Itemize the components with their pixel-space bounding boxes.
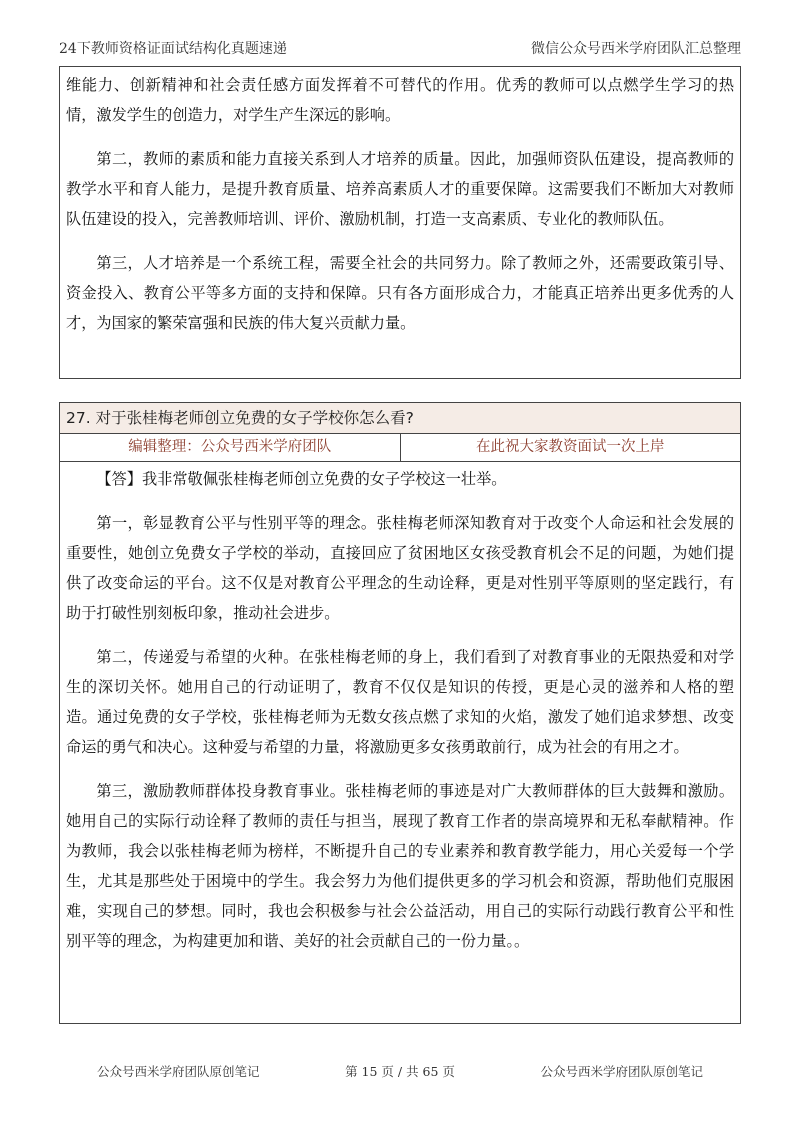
previous-answer-continuation — [59, 66, 741, 379]
answer-point-2: 第二，传递爱与希望的火种。在张桂梅老师的身上，我们看到了对教育事业的无限热爱和对学生的深切关怀。她用自己的行动证明了，教育不仅仅是知识的传授，更是心灵的滋养和人格的塑造。通过免费的女子学校，张桂梅老师为无数女孩点燃了求知的火焰，激发了她们追求梦想、改变命运的勇气和决心。这种爱与希望的力量，将激励更多女孩勇敢前行，成为社会的有用之才。 — [66, 648, 734, 756]
continuation-paragraph: 维能力、创新精神和社会责任感方面发挥着不可替代的作用。优秀的教师可以点燃学生学习的热情，激发学生的创造力，对学生产生深远的影响。 — [66, 76, 734, 124]
editor-credit: 编辑整理：公众号西米学府团队 — [60, 434, 401, 461]
header-left-title: 24下教师资格证面试结构化真题速递 — [59, 41, 287, 57]
answer-point-3: 第三，激励教师群体投身教育事业。张桂梅老师的事迹是对广大教师群体的巨大鼓舞和激励。她用自己的实际行动诠释了教师的责任与担当，展现了教育工作者的崇高境界和无私奉献精神。作为教师，我会以张桂梅老师为榜样，不断提升自己的专业素养和教育教学能力，用心关爱每一个学生，尤其是那些处于困境中的学生。我会努力为他们提供更多的学习机会和资源，帮助他们克服困难，实现自己的梦想。同时，我也会积极参与社会公益活动，用自己的实际行动践行教育公平和性别平等的理念，为构建更加和谐、美好的社会贡献自己的一份力量。。 — [66, 782, 734, 950]
page-footer — [59, 1062, 741, 1086]
question-title: 27. 对于张桂梅老师创立免费的女子学校你怎么看? — [60, 403, 740, 434]
wish-message: 在此祝大家教资面试一次上岸 — [476, 439, 665, 455]
question-subheader — [60, 434, 740, 462]
answer-intro: 【答】我非常敬佩张桂梅老师创立免费的女子学校这一壮举。 — [96, 470, 507, 488]
page-number: 第 15 页 / 共 65 页 — [345, 1064, 455, 1079]
footer-right-note: 公众号西米学府团队原创笔记 — [540, 1064, 703, 1079]
answer-point-2: 第二，教师的素质和能力直接关系到人才培养的质量。因此，加强师资队伍建设，提高教师的教学水平和育人能力，是提升教育质量、培养高素质人才的重要保障。这需要我们不断加大对教师队伍建设的投入，完善教师培训、评价、激励机制，打造一支高素质、专业化的教师队伍。 — [66, 150, 734, 228]
header-right-source: 微信公众号西米学府团队汇总整理 — [531, 41, 741, 57]
page-header — [59, 30, 741, 67]
answer-point-3: 第三，人才培养是一个系统工程，需要全社会的共同努力。除了教师之外，还需要政策引导、资金投入、教育公平等多方面的支持和保障。只有各方面形成合力，才能真正培养出更多优秀的人才，为国家的繁荣富强和民族的伟大复兴贡献力量。 — [66, 254, 734, 332]
question-27-box — [59, 402, 741, 1024]
footer-left-note: 公众号西米学府团队原创笔记 — [97, 1064, 260, 1079]
answer-body — [60, 462, 740, 956]
answer-point-1: 第一，彰显教育公平与性别平等的理念。张桂梅老师深知教育对于改变个人命运和社会发展的重要性，她创立免费女子学校的举动，直接回应了贫困地区女孩受教育机会不足的问题，为她们提供了改变命运的平台。这不仅是对教育公平理念的生动诠释，更是对性别平等原则的坚定践行，有助于打破性别刻板印象，推动社会进步。 — [66, 514, 734, 622]
